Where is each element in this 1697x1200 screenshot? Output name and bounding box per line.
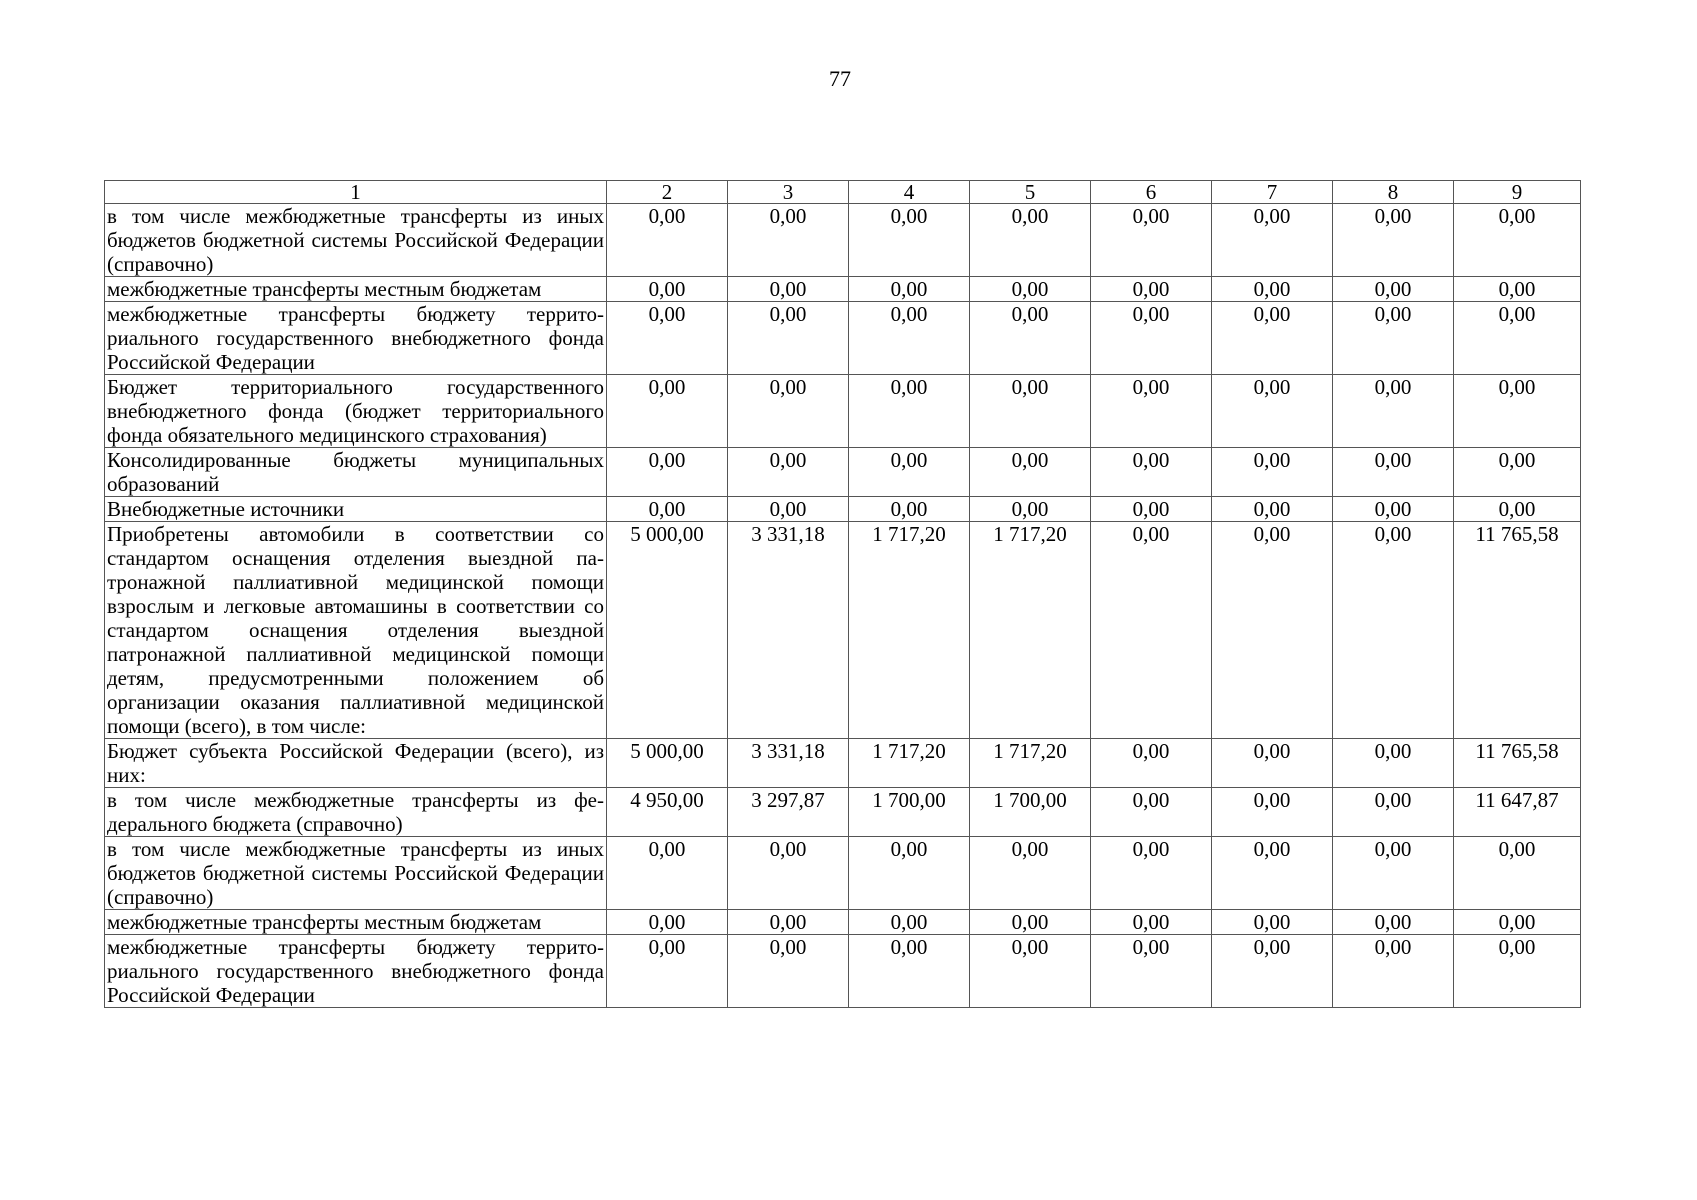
value-cell: 0,00	[1454, 375, 1581, 448]
value-cell: 11 765,58	[1454, 739, 1581, 788]
value-cell: 0,00	[1333, 739, 1454, 788]
value-cell: 0,00	[1212, 935, 1333, 1008]
value-cell: 0,00	[1212, 910, 1333, 935]
column-header: 8	[1333, 181, 1454, 204]
value-cell: 0,00	[1333, 910, 1454, 935]
value-cell: 11 765,58	[1454, 522, 1581, 739]
value-cell: 0,00	[728, 497, 849, 522]
value-cell: 0,00	[970, 837, 1091, 910]
value-cell: 0,00	[1333, 204, 1454, 277]
column-header: 2	[607, 181, 728, 204]
column-header: 7	[1212, 181, 1333, 204]
value-cell: 1 717,20	[970, 739, 1091, 788]
column-header: 6	[1091, 181, 1212, 204]
row-description: Внебюджетные источники	[105, 497, 607, 522]
value-cell: 0,00	[1212, 788, 1333, 837]
table-row	[105, 788, 1581, 837]
value-cell: 0,00	[1454, 277, 1581, 302]
value-cell: 0,00	[1091, 302, 1212, 375]
row-description: межбюджетные трансферты бюджету территориального государственного внебюджетного фонда Российской Федерации	[105, 302, 607, 375]
value-cell: 0,00	[1333, 837, 1454, 910]
value-cell: 0,00	[1454, 302, 1581, 375]
value-cell: 1 717,20	[849, 522, 970, 739]
page-number: 77	[829, 66, 851, 91]
value-cell: 0,00	[1091, 837, 1212, 910]
value-cell: 0,00	[1212, 739, 1333, 788]
value-cell: 0,00	[970, 277, 1091, 302]
value-cell: 0,00	[1333, 277, 1454, 302]
value-cell: 3 297,87	[728, 788, 849, 837]
value-cell: 0,00	[728, 277, 849, 302]
value-cell: 0,00	[1091, 522, 1212, 739]
value-cell: 0,00	[1454, 204, 1581, 277]
column-header: 4	[849, 181, 970, 204]
value-cell: 0,00	[1091, 448, 1212, 497]
value-cell: 0,00	[1212, 448, 1333, 497]
value-cell: 0,00	[1333, 788, 1454, 837]
value-cell: 0,00	[1333, 302, 1454, 375]
value-cell: 0,00	[1454, 497, 1581, 522]
value-cell: 5 000,00	[607, 522, 728, 739]
table-row	[105, 448, 1581, 497]
value-cell: 0,00	[1454, 448, 1581, 497]
column-header: 5	[970, 181, 1091, 204]
value-cell: 0,00	[728, 375, 849, 448]
value-cell: 0,00	[970, 375, 1091, 448]
value-cell: 3 331,18	[728, 522, 849, 739]
column-header: 3	[728, 181, 849, 204]
value-cell: 0,00	[607, 375, 728, 448]
value-cell: 0,00	[1212, 204, 1333, 277]
value-cell: 0,00	[1212, 497, 1333, 522]
value-cell: 0,00	[1091, 277, 1212, 302]
row-description: Консолидированные бюджеты муниципальных образований	[105, 448, 607, 497]
value-cell: 0,00	[607, 910, 728, 935]
value-cell: 0,00	[970, 448, 1091, 497]
value-cell: 0,00	[1333, 448, 1454, 497]
value-cell: 11 647,87	[1454, 788, 1581, 837]
table-row	[105, 375, 1581, 448]
value-cell: 0,00	[1333, 935, 1454, 1008]
value-cell: 0,00	[607, 277, 728, 302]
value-cell: 0,00	[849, 497, 970, 522]
value-cell: 0,00	[1212, 522, 1333, 739]
value-cell: 0,00	[728, 910, 849, 935]
row-description: в том числе межбюджетные трансферты из иных бюджетов бюджетной системы Российской Федерации (справочно)	[105, 204, 607, 277]
value-cell: 1 717,20	[849, 739, 970, 788]
value-cell: 0,00	[1454, 910, 1581, 935]
value-cell: 0,00	[1091, 788, 1212, 837]
row-description: Приобретены автомобили в соответствии со стандартом оснащения отделения выездной патронажной паллиативной медицинской помощи взрослым и легковые автомашины в соответствии со стандартом оснащения отделения выездной патронажной паллиативной медицинской помощи детям, предусмотренными положением об организации оказания паллиативной медицинской помощи (всего), в том числе:	[105, 522, 607, 739]
value-cell: 0,00	[970, 204, 1091, 277]
row-description: в том числе межбюджетные трансферты из иных бюджетов бюджетной системы Российской Федерации (справочно)	[105, 837, 607, 910]
table-row	[105, 739, 1581, 788]
value-cell: 0,00	[1091, 204, 1212, 277]
row-description: Бюджет субъекта Российской Федерации (всего), из них:	[105, 739, 607, 788]
value-cell: 1 700,00	[970, 788, 1091, 837]
row-description: в том числе межбюджетные трансферты из федерального бюджета (справочно)	[105, 788, 607, 837]
value-cell: 0,00	[607, 448, 728, 497]
value-cell: 0,00	[607, 837, 728, 910]
column-header: 1	[105, 181, 607, 204]
value-cell: 4 950,00	[607, 788, 728, 837]
value-cell: 3 331,18	[728, 739, 849, 788]
value-cell: 1 717,20	[970, 522, 1091, 739]
row-description: межбюджетные трансферты местным бюджетам	[105, 910, 607, 935]
value-cell: 0,00	[849, 935, 970, 1008]
value-cell: 0,00	[1333, 375, 1454, 448]
value-cell: 0,00	[849, 277, 970, 302]
value-cell: 0,00	[849, 837, 970, 910]
table-row	[105, 522, 1581, 739]
value-cell: 0,00	[1091, 375, 1212, 448]
value-cell: 0,00	[728, 204, 849, 277]
budget-table	[104, 180, 1581, 1008]
table-row	[105, 302, 1581, 375]
value-cell: 0,00	[1333, 522, 1454, 739]
row-description: межбюджетные трансферты местным бюджетам	[105, 277, 607, 302]
value-cell: 0,00	[728, 448, 849, 497]
table-row	[105, 837, 1581, 910]
value-cell: 0,00	[607, 302, 728, 375]
value-cell: 0,00	[849, 448, 970, 497]
value-cell: 0,00	[728, 935, 849, 1008]
table-row	[105, 497, 1581, 522]
table-row	[105, 204, 1581, 277]
value-cell: 0,00	[728, 837, 849, 910]
table-row	[105, 935, 1581, 1008]
value-cell: 0,00	[1091, 910, 1212, 935]
value-cell: 0,00	[849, 910, 970, 935]
value-cell: 0,00	[1333, 497, 1454, 522]
value-cell: 0,00	[1212, 375, 1333, 448]
value-cell: 0,00	[728, 302, 849, 375]
value-cell: 0,00	[1212, 302, 1333, 375]
value-cell: 0,00	[1454, 935, 1581, 1008]
value-cell: 0,00	[970, 302, 1091, 375]
value-cell: 0,00	[970, 935, 1091, 1008]
value-cell: 0,00	[849, 204, 970, 277]
column-header: 9	[1454, 181, 1581, 204]
value-cell: 1 700,00	[849, 788, 970, 837]
value-cell: 0,00	[607, 935, 728, 1008]
table-body	[105, 204, 1581, 1008]
value-cell: 0,00	[970, 497, 1091, 522]
value-cell: 0,00	[607, 497, 728, 522]
table-row	[105, 910, 1581, 935]
value-cell: 0,00	[607, 204, 728, 277]
value-cell: 0,00	[849, 375, 970, 448]
row-description: межбюджетные трансферты бюджету территориального государственного внебюджетного фонда Российской Федерации	[105, 935, 607, 1008]
value-cell: 0,00	[849, 302, 970, 375]
value-cell: 0,00	[1091, 497, 1212, 522]
value-cell: 0,00	[1091, 739, 1212, 788]
value-cell: 5 000,00	[607, 739, 728, 788]
table-row	[105, 277, 1581, 302]
value-cell: 0,00	[970, 910, 1091, 935]
header-row	[105, 181, 1581, 204]
value-cell: 0,00	[1091, 935, 1212, 1008]
value-cell: 0,00	[1212, 837, 1333, 910]
row-description: Бюджет территориального государственного внебюджетного фонда (бюджет территориального фонда обязательного медицинского страхования)	[105, 375, 607, 448]
value-cell: 0,00	[1212, 277, 1333, 302]
value-cell: 0,00	[1454, 837, 1581, 910]
